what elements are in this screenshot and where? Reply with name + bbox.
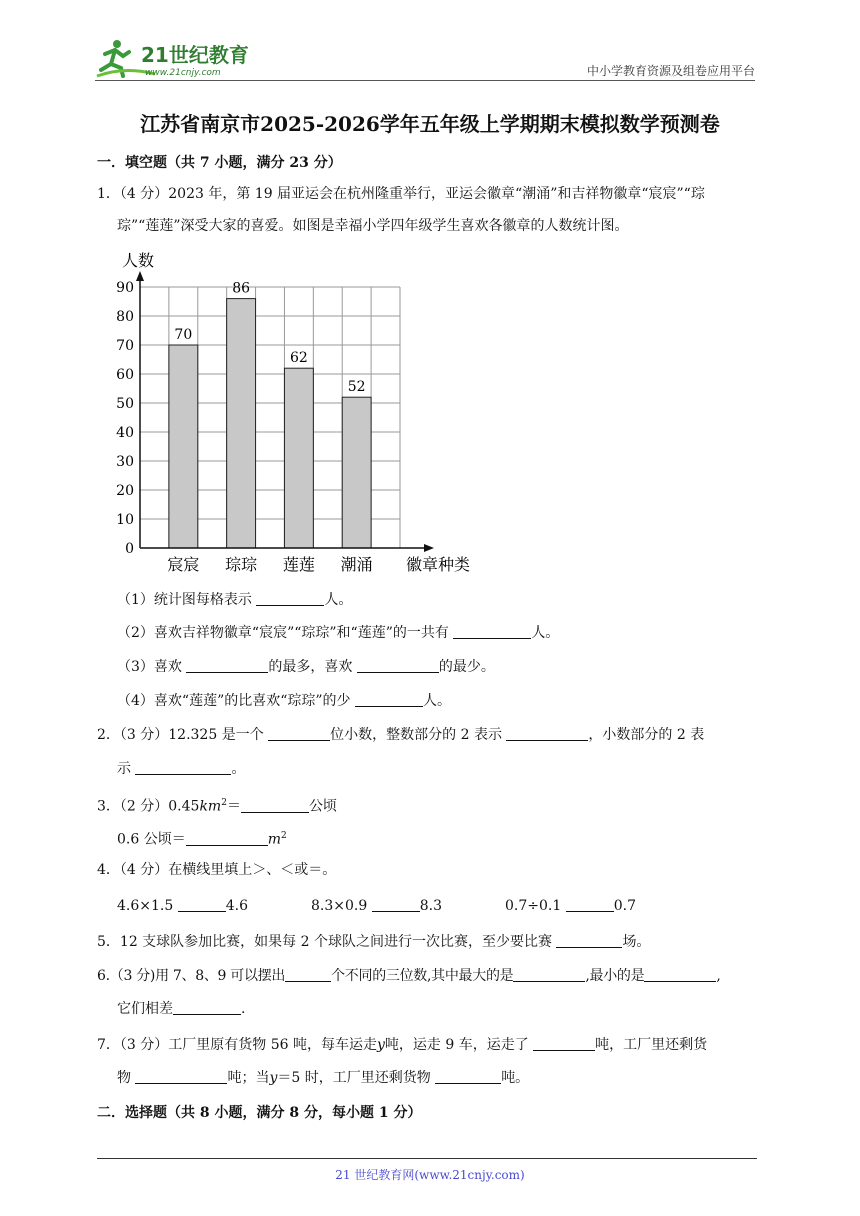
y-tick-label: 50 bbox=[116, 396, 134, 412]
q3-equals: ＝ bbox=[226, 798, 241, 815]
page-footer: 21 世纪教育网(www.21cnjy.com) bbox=[335, 1168, 525, 1182]
answer-blank[interactable] bbox=[453, 624, 531, 639]
q1-sub4 bbox=[117, 691, 451, 711]
y-tick-label: 80 bbox=[116, 309, 134, 325]
y-tick-label: 60 bbox=[116, 367, 134, 383]
q2-line2 bbox=[117, 759, 245, 779]
answer-blank[interactable] bbox=[355, 692, 423, 707]
q7-text-c: 吨，工厂里还剩货 bbox=[595, 1037, 708, 1053]
q7-var-y2: y bbox=[269, 1070, 278, 1086]
x-tick-label: 潮涌 bbox=[340, 555, 373, 574]
q7-text-d: 物 bbox=[117, 1070, 131, 1086]
bar bbox=[227, 299, 256, 548]
header-divider bbox=[95, 80, 755, 81]
q6-text-d: , bbox=[716, 968, 721, 984]
q4-expr3-left: 0.7÷0.1 bbox=[505, 898, 562, 914]
bar-value-label: 62 bbox=[289, 350, 308, 367]
q1-sub3-end: 的最少。 bbox=[438, 659, 495, 675]
q1-sub2-unit: 人。 bbox=[531, 625, 560, 641]
q1-sub1 bbox=[117, 590, 352, 610]
y-axis-label: 人数 bbox=[122, 251, 155, 270]
q6-text-e: 它们相差 bbox=[117, 1001, 173, 1017]
q3-msup: 2 bbox=[281, 831, 287, 841]
q7-text-g: 吨。 bbox=[501, 1070, 530, 1086]
q6-text-a: 6.（3 分)用 7、8、9 可以摆出 bbox=[97, 968, 286, 984]
q7-line1 bbox=[97, 1035, 707, 1055]
page-header bbox=[95, 34, 755, 82]
answer-blank[interactable] bbox=[135, 760, 231, 775]
bar-value-label: 86 bbox=[232, 280, 251, 297]
q4-expr1-left: 4.6×1.5 bbox=[117, 898, 174, 914]
q1-line2: 琮”“莲莲”深受大家的喜爱。如图是幸福小学四年级学生喜欢各徽章的人数统计图。 bbox=[117, 218, 629, 234]
answer-blank[interactable] bbox=[268, 726, 330, 741]
q3-line1 bbox=[97, 793, 337, 817]
y-axis-arrow-icon bbox=[136, 271, 144, 281]
section-heading-2: 二．选择题（共 8 小题，满分 8 分，每小题 1 分） bbox=[97, 1105, 422, 1121]
q3-unit-m: m bbox=[267, 831, 281, 848]
q1-sub1-text: （1）统计图每格表示 bbox=[117, 592, 252, 608]
answer-blank[interactable] bbox=[435, 1069, 501, 1084]
answer-blank[interactable] bbox=[186, 658, 268, 673]
q2-text-b: 位小数，整数部分的 2 表示 bbox=[330, 727, 502, 743]
q4-expr3 bbox=[505, 896, 636, 916]
q2-text-e: 。 bbox=[231, 761, 246, 777]
x-tick-label: 宸宸 bbox=[167, 555, 200, 574]
footer-divider bbox=[97, 1158, 757, 1159]
answer-blank[interactable] bbox=[178, 897, 226, 912]
q3-unit-ha: 公顷 bbox=[308, 798, 337, 815]
q7-line2 bbox=[117, 1068, 529, 1088]
section-heading-1: 一．填空题（共 7 小题，满分 23 分） bbox=[97, 155, 342, 171]
answer-blank[interactable] bbox=[173, 1000, 241, 1015]
q2-line1 bbox=[97, 725, 704, 745]
bar bbox=[284, 368, 313, 548]
q1-sub1-unit: 人。 bbox=[324, 592, 353, 608]
y-tick-label: 40 bbox=[116, 425, 134, 441]
q7-text-b: 吨，运走 9 车，运走了 bbox=[384, 1037, 529, 1053]
bar-value-label: 70 bbox=[174, 327, 193, 343]
q1-sub3 bbox=[117, 657, 495, 677]
q4-expr2-right: 8.3 bbox=[419, 898, 442, 914]
bar bbox=[342, 397, 371, 548]
answer-blank[interactable] bbox=[566, 897, 614, 912]
q6-text-c: ,最小的是 bbox=[585, 968, 645, 984]
y-tick-label: 0 bbox=[125, 541, 134, 557]
x-tick-label: 莲莲 bbox=[282, 555, 315, 574]
q4-expr2 bbox=[311, 896, 442, 916]
chart-bars bbox=[169, 281, 371, 548]
q1-sub3-text: （3）喜欢 bbox=[117, 659, 182, 675]
bar bbox=[169, 345, 198, 548]
y-tick-label: 10 bbox=[116, 512, 134, 528]
answer-blank[interactable] bbox=[506, 726, 588, 741]
answer-blank[interactable] bbox=[241, 798, 309, 813]
x-axis-label: 徽章种类 bbox=[406, 555, 471, 574]
x-tick-label: 琮琮 bbox=[225, 555, 258, 574]
answer-blank[interactable] bbox=[556, 933, 622, 948]
q2-text-a: 2．（3 分）12.325 是一个 bbox=[97, 727, 264, 743]
q1-sub2 bbox=[117, 623, 559, 643]
logo bbox=[95, 36, 265, 80]
y-tick-label: 90 bbox=[116, 280, 134, 296]
answer-blank[interactable] bbox=[513, 967, 585, 982]
q6-text-b: 个不同的三位数,其中最大的是 bbox=[331, 968, 514, 984]
q7-text-a: 7．（3 分）工厂里原有货物 56 吨，每车运走 bbox=[97, 1037, 377, 1053]
y-tick-label: 30 bbox=[116, 454, 134, 470]
q4-expr2-left: 8.3×0.9 bbox=[311, 898, 368, 914]
answer-blank[interactable] bbox=[135, 1069, 227, 1084]
q4-line1: 4．（4 分）在横线里填上＞、＜或＝。 bbox=[97, 862, 337, 878]
q2-text-c: ，小数部分的 2 表 bbox=[588, 727, 705, 743]
q4-expr3-right: 0.7 bbox=[613, 898, 636, 914]
q3-text-a: 3．（2 分）0.45 bbox=[97, 798, 200, 815]
platform-label: 中小学教育资源及组卷应用平台 bbox=[586, 64, 755, 78]
bar-value-label: 52 bbox=[347, 379, 366, 396]
q6-line2 bbox=[117, 999, 245, 1019]
q1-sub4-text: （4）喜欢“莲莲”的比喜欢“琮琮”的少 bbox=[117, 693, 351, 709]
q6-text-f: . bbox=[241, 1001, 246, 1017]
answer-blank[interactable] bbox=[256, 591, 324, 606]
q3-unit-km: km bbox=[199, 798, 222, 815]
q5-line1 bbox=[97, 932, 650, 952]
q3-line2 bbox=[117, 826, 287, 850]
q3-sup: 2 bbox=[221, 798, 227, 808]
bar-chart bbox=[110, 250, 490, 580]
x-axis-arrow-icon bbox=[424, 544, 434, 552]
q5-text-a: 5．12 支球队参加比赛，如果每 2 个球队之间进行一次比赛，至少要比赛 bbox=[97, 934, 552, 950]
page-title: 江苏省南京市2025-2026学年五年级上学期期末模拟数学预测卷 bbox=[140, 112, 720, 136]
answer-blank[interactable] bbox=[644, 967, 716, 982]
logo-text: 21世纪教育 bbox=[141, 43, 249, 67]
q1-sub4-unit: 人。 bbox=[423, 693, 451, 709]
q7-var-y: y bbox=[376, 1037, 385, 1053]
y-tick-label: 20 bbox=[116, 483, 134, 499]
answer-blank[interactable] bbox=[186, 831, 268, 846]
q7-text-f: ＝5 时，工厂里还剩货物 bbox=[277, 1070, 431, 1086]
q4-expr1 bbox=[117, 896, 248, 916]
q1-sub3-mid: 的最多，喜欢 bbox=[268, 659, 353, 675]
q7-text-e: 吨；当 bbox=[227, 1070, 270, 1086]
logo-url: www.21cnjy.com bbox=[145, 68, 221, 78]
answer-blank[interactable] bbox=[372, 897, 420, 912]
q6-line1 bbox=[97, 966, 720, 986]
q1-sub2-text: （2）喜欢吉祥物徽章“宸宸”“琮琮”和“莲莲”的一共有 bbox=[117, 625, 449, 641]
answer-blank[interactable] bbox=[285, 967, 331, 982]
q3-text-d: 0.6 公顷＝ bbox=[117, 831, 186, 848]
q1-line1: 1．（4 分）2023 年，第 19 届亚运会在杭州隆重举行，亚运会徽章“潮涌”和吉祥物徽章“宸宸”“琮 bbox=[97, 186, 705, 202]
answer-blank[interactable] bbox=[533, 1036, 595, 1051]
q2-text-d: 示 bbox=[117, 761, 131, 777]
y-tick-label: 70 bbox=[116, 338, 134, 354]
answer-blank[interactable] bbox=[357, 658, 439, 673]
q4-expr1-right: 4.6 bbox=[225, 898, 248, 914]
q5-text-b: 场。 bbox=[622, 934, 651, 950]
